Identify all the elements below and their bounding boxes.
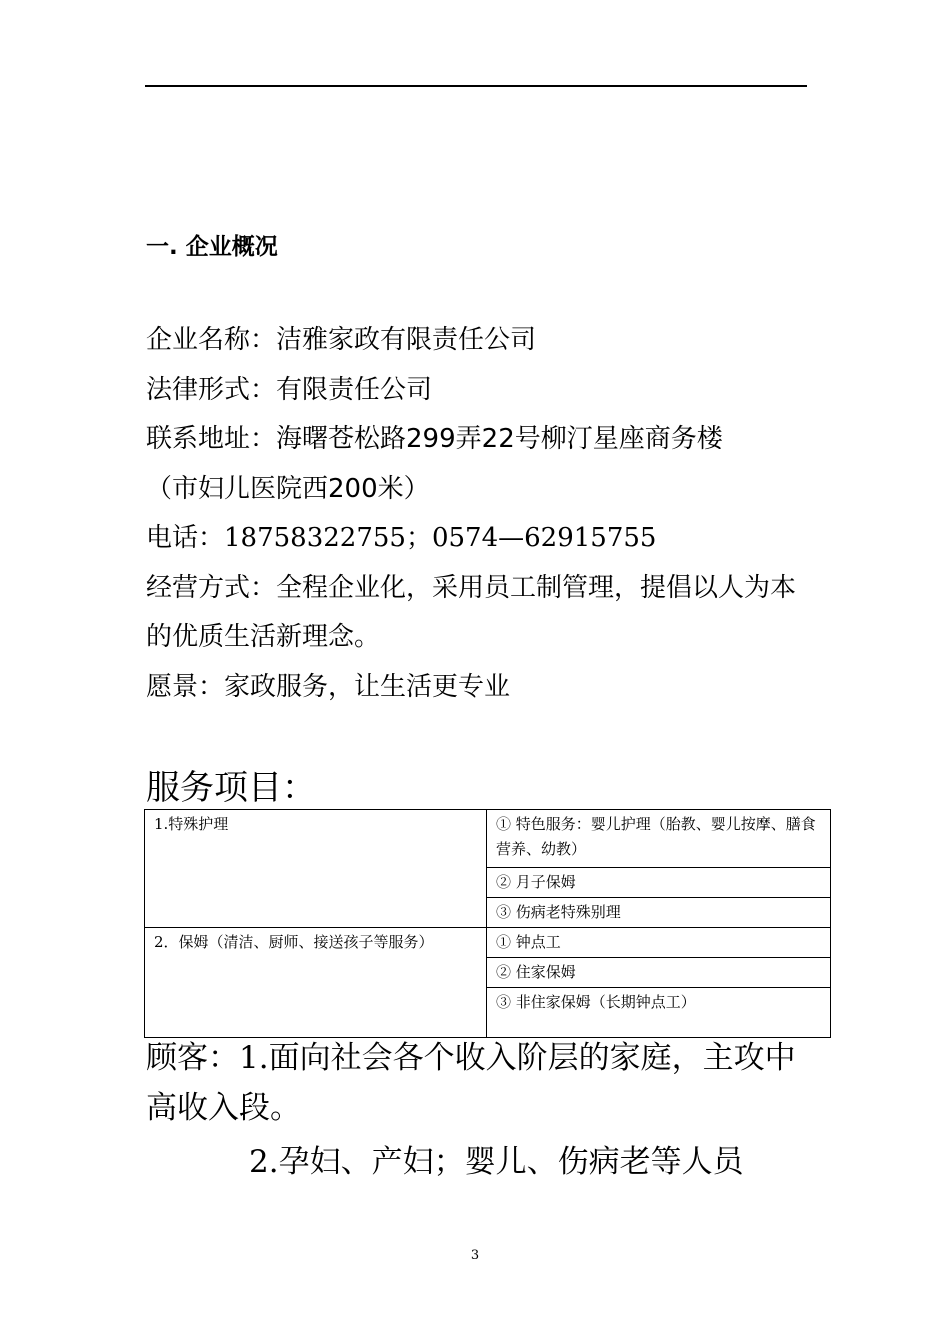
address-line2-b: 米）	[377, 473, 430, 504]
page-number: 3	[470, 1248, 480, 1263]
address-number-2: 22	[481, 424, 515, 454]
address-line2-number: 200	[328, 473, 378, 504]
customers-line-1: 顾客：1.面向社会各个收入阶层的家庭，主攻中高收入段。	[146, 1040, 796, 1126]
service-item: ② 住家保姆	[487, 958, 831, 988]
company-name: 企业名称：洁雅家政有限责任公司	[146, 325, 537, 355]
section-heading: 一. 企业概况	[146, 234, 278, 260]
customers-line-2: 2.孕妇、产妇；婴儿、伤病老等人员	[249, 1144, 744, 1180]
table-row	[145, 928, 831, 958]
service-item: ③ 伤病老特殊别理	[487, 898, 831, 928]
legal-form: 法律形式：有限责任公司	[146, 374, 433, 405]
header-rule	[145, 85, 807, 87]
operation-mode: 经营方式：全程企业化，采用员工制管理，提倡以人为本的优质生活新理念。	[146, 572, 797, 652]
service-category: 2．保姆（清洁、厨师、接送孩子等服务）	[145, 928, 487, 1038]
vision: 愿景：家政服务，让生活更专业	[146, 671, 511, 702]
service-item: ① 钟点工	[487, 928, 831, 958]
address-rest: 号柳汀星座商务楼	[514, 424, 723, 454]
address-mid: 弄	[455, 424, 482, 454]
service-category: 1.特殊护理	[145, 810, 487, 928]
service-item: ③ 非住家保姆（长期钟点工）	[487, 988, 831, 1038]
service-item: ② 月子保姆	[487, 868, 831, 898]
address-label: 联系地址：海曙苍松路	[146, 424, 407, 454]
phone: 电话：18758322755；0574—62915755	[146, 523, 657, 553]
address-number-1: 299	[406, 424, 456, 454]
service-item: ① 特色服务：婴儿护理（胎教、婴儿按摩、膳食营养、幼教）	[487, 810, 831, 868]
services-title: 服务项目：	[146, 768, 316, 808]
contact-address	[146, 415, 811, 514]
address-line2-a: （市妇儿医院西	[146, 473, 329, 504]
customers-section	[146, 1033, 811, 1187]
services-table	[144, 809, 831, 1038]
company-info	[146, 316, 811, 712]
table-row	[145, 810, 831, 868]
